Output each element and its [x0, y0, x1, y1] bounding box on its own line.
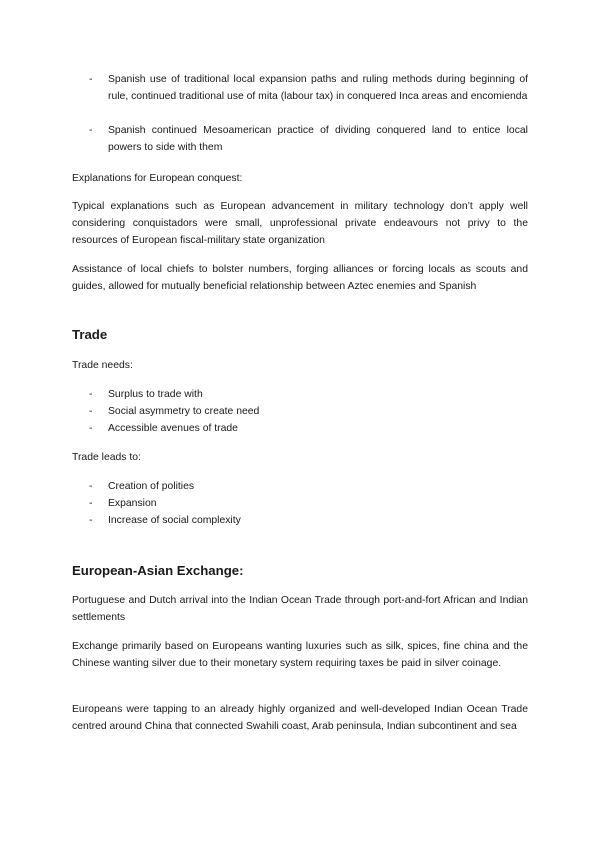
paragraph-military: Typical explanations such as European advancement in military technology don’t apply well considering conquistadors were small, unprofessional private endeavours not privy to the resources of European fiscal-military state organization — [72, 201, 528, 246]
trade-heading: Trade — [72, 327, 108, 342]
list-item-text: Increase of social complexity — [108, 515, 241, 526]
bullet-dash: - — [89, 481, 93, 492]
trade-needs-label: Trade needs: — [72, 360, 133, 371]
bullet-dash: - — [89, 406, 93, 417]
bullet-dash: - — [89, 515, 93, 526]
list-item-text: Spanish use of traditional local expansion paths and ruling methods during beginning of rule, continued traditional use of mita (labour tax) in conquered Inca areas and encomienda — [108, 74, 528, 102]
bullet-dash: - — [89, 423, 93, 434]
list-item — [72, 403, 528, 420]
exchange-paragraph-3: Europeans were tapping to an already highly organized and well-developed Indian Ocean Trade centred around China that connected Swahili coast, Arab peninsula, Indian subcontinent and sea — [72, 704, 528, 732]
bullet-dash: - — [89, 498, 93, 509]
bullet-dash: - — [89, 125, 93, 136]
list-item — [72, 386, 528, 403]
bullet-dash: - — [89, 389, 93, 400]
list-item — [72, 122, 528, 156]
exchange-heading: European-Asian Exchange: — [72, 563, 244, 578]
list-item-text: Social asymmetry to create need — [108, 406, 260, 417]
list-item-text: Accessible avenues of trade — [108, 423, 238, 434]
list-item — [72, 478, 528, 495]
list-item — [72, 71, 528, 105]
list-item — [72, 420, 528, 437]
list-item-text: Spanish continued Mesoamerican practice of dividing conquered land to entice local powers to side with them — [108, 125, 528, 153]
bullet-dash: - — [89, 74, 93, 85]
list-item — [72, 495, 528, 512]
list-item-text: Expansion — [108, 498, 157, 509]
list-item-text: Creation of polities — [108, 481, 195, 492]
explanations-label: Explanations for European conquest: — [72, 173, 243, 184]
list-item-text: Surplus to trade with — [108, 389, 203, 400]
paragraph-local-chiefs: Assistance of local chiefs to bolster numbers, forging alliances or forcing locals as scouts and guides, allowed for mutually beneficial relationship between Aztec enemies and Spanish — [72, 264, 528, 292]
exchange-paragraph-2: Exchange primarily based on Europeans wanting luxuries such as silk, spices, fine china and the Chinese wanting silver due to their monetary system requiring taxes be paid in silver coinage. — [72, 641, 528, 669]
trade-leads-label: Trade leads to: — [72, 452, 141, 463]
list-item — [72, 512, 528, 529]
exchange-paragraph-1: Portuguese and Dutch arrival into the Indian Ocean Trade through port-and-fort African and Indian settlements — [72, 595, 528, 623]
